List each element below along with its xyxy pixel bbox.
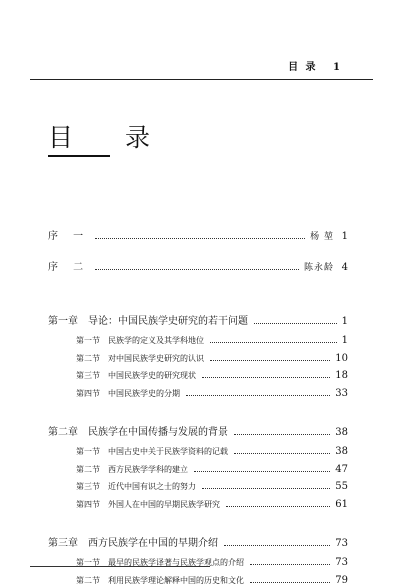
page-number: 18 bbox=[335, 370, 348, 381]
page-number: 47 bbox=[335, 463, 348, 475]
dot-leader bbox=[202, 488, 330, 489]
section-title: 最早的民族学译著与民族学观点的介绍 bbox=[108, 558, 244, 567]
page-title: 目 录 bbox=[48, 123, 172, 152]
dot-leader bbox=[254, 323, 337, 324]
section-label: 第二节 bbox=[76, 353, 100, 363]
section-entry[interactable] bbox=[0, 570, 400, 586]
dot-leader bbox=[250, 564, 330, 565]
chapter-label: 第三章 bbox=[48, 538, 78, 549]
preface-entry[interactable] bbox=[0, 226, 400, 242]
chapter-label: 第二章 bbox=[48, 427, 78, 438]
chapter-entry[interactable] bbox=[0, 422, 400, 438]
preface-author: 杨 堃 bbox=[310, 232, 334, 242]
section-entry[interactable] bbox=[0, 441, 400, 457]
dot-leader bbox=[250, 582, 330, 583]
section-label: 第一节 bbox=[76, 336, 100, 345]
page-number: 55 bbox=[335, 481, 348, 492]
preface-author: 陈永龄 bbox=[303, 263, 334, 273]
section-title: 中国民族学史的研究现状 bbox=[108, 371, 196, 380]
section-entry[interactable] bbox=[0, 383, 400, 399]
dot-leader bbox=[210, 360, 330, 361]
preface-label: 序 二 bbox=[48, 262, 90, 273]
section-title: 民族学的定义及其学科地位 bbox=[108, 336, 204, 345]
section-title: 外国人在中国的早期民族学研究 bbox=[108, 499, 220, 509]
section-label: 第二节 bbox=[76, 575, 100, 585]
section-title: 西方民族学学科的建立 bbox=[108, 464, 188, 474]
section-entry[interactable] bbox=[0, 365, 400, 381]
page-number: 10 bbox=[335, 352, 348, 364]
dot-leader bbox=[186, 395, 330, 396]
dot-leader bbox=[224, 545, 330, 546]
section-title: 近代中国有识之士的努力 bbox=[108, 482, 196, 491]
preface-entry[interactable] bbox=[0, 257, 400, 273]
running-head-title: 目 录 bbox=[288, 62, 318, 73]
page-number: 1 bbox=[341, 316, 348, 327]
section-label: 第三节 bbox=[76, 482, 100, 491]
page-number: 1 bbox=[341, 231, 348, 242]
chapter-title: 民族学在中国传播与发展的背景 bbox=[88, 427, 228, 438]
chapter-entry[interactable] bbox=[0, 533, 400, 549]
dot-leader bbox=[95, 269, 299, 270]
dot-leader bbox=[95, 238, 305, 239]
chapter-title: 导论：中国民族学史研究的若干问题 bbox=[88, 316, 248, 327]
dot-leader bbox=[202, 377, 330, 378]
running-head-page-number: 1 bbox=[333, 62, 342, 73]
page-number: 73 bbox=[335, 557, 348, 568]
section-title: 中国古史中关于民族学资料的记载 bbox=[108, 447, 228, 456]
page-number: 61 bbox=[335, 498, 348, 510]
section-label: 第一节 bbox=[76, 558, 100, 567]
section-entry[interactable] bbox=[0, 459, 400, 475]
section-title: 中国民族学史的分期 bbox=[108, 388, 180, 398]
page-number: 1 bbox=[341, 335, 348, 346]
chapter-entry[interactable] bbox=[0, 311, 400, 327]
dot-leader bbox=[210, 342, 337, 343]
dot-leader bbox=[194, 471, 330, 472]
page-number: 33 bbox=[335, 387, 348, 399]
section-entry[interactable] bbox=[0, 494, 400, 510]
section-label: 第四节 bbox=[76, 499, 100, 509]
dot-leader bbox=[234, 453, 330, 454]
section-entry[interactable] bbox=[0, 348, 400, 364]
page-number: 73 bbox=[335, 538, 348, 549]
section-entry[interactable] bbox=[0, 476, 400, 492]
dot-leader bbox=[234, 434, 330, 435]
section-entry[interactable] bbox=[0, 330, 400, 346]
page-number: 38 bbox=[335, 446, 348, 457]
chapter-label: 第一章 bbox=[48, 316, 78, 327]
section-title: 利用民族学理论解释中国的历史和文化 bbox=[108, 575, 244, 585]
page-number: 79 bbox=[335, 574, 348, 586]
section-label: 第一节 bbox=[76, 447, 100, 456]
page-number: 4 bbox=[341, 262, 348, 273]
section-label: 第四节 bbox=[76, 388, 100, 398]
section-label: 第二节 bbox=[76, 464, 100, 474]
section-label: 第三节 bbox=[76, 371, 100, 380]
section-title: 对中国民族学史研究的认识 bbox=[108, 353, 204, 363]
bottom-rule bbox=[30, 566, 210, 567]
preface-label: 序 一 bbox=[48, 231, 90, 242]
chapter-title: 西方民族学在中国的早期介绍 bbox=[88, 538, 218, 549]
page-number: 38 bbox=[335, 427, 348, 438]
dot-leader bbox=[226, 506, 330, 507]
